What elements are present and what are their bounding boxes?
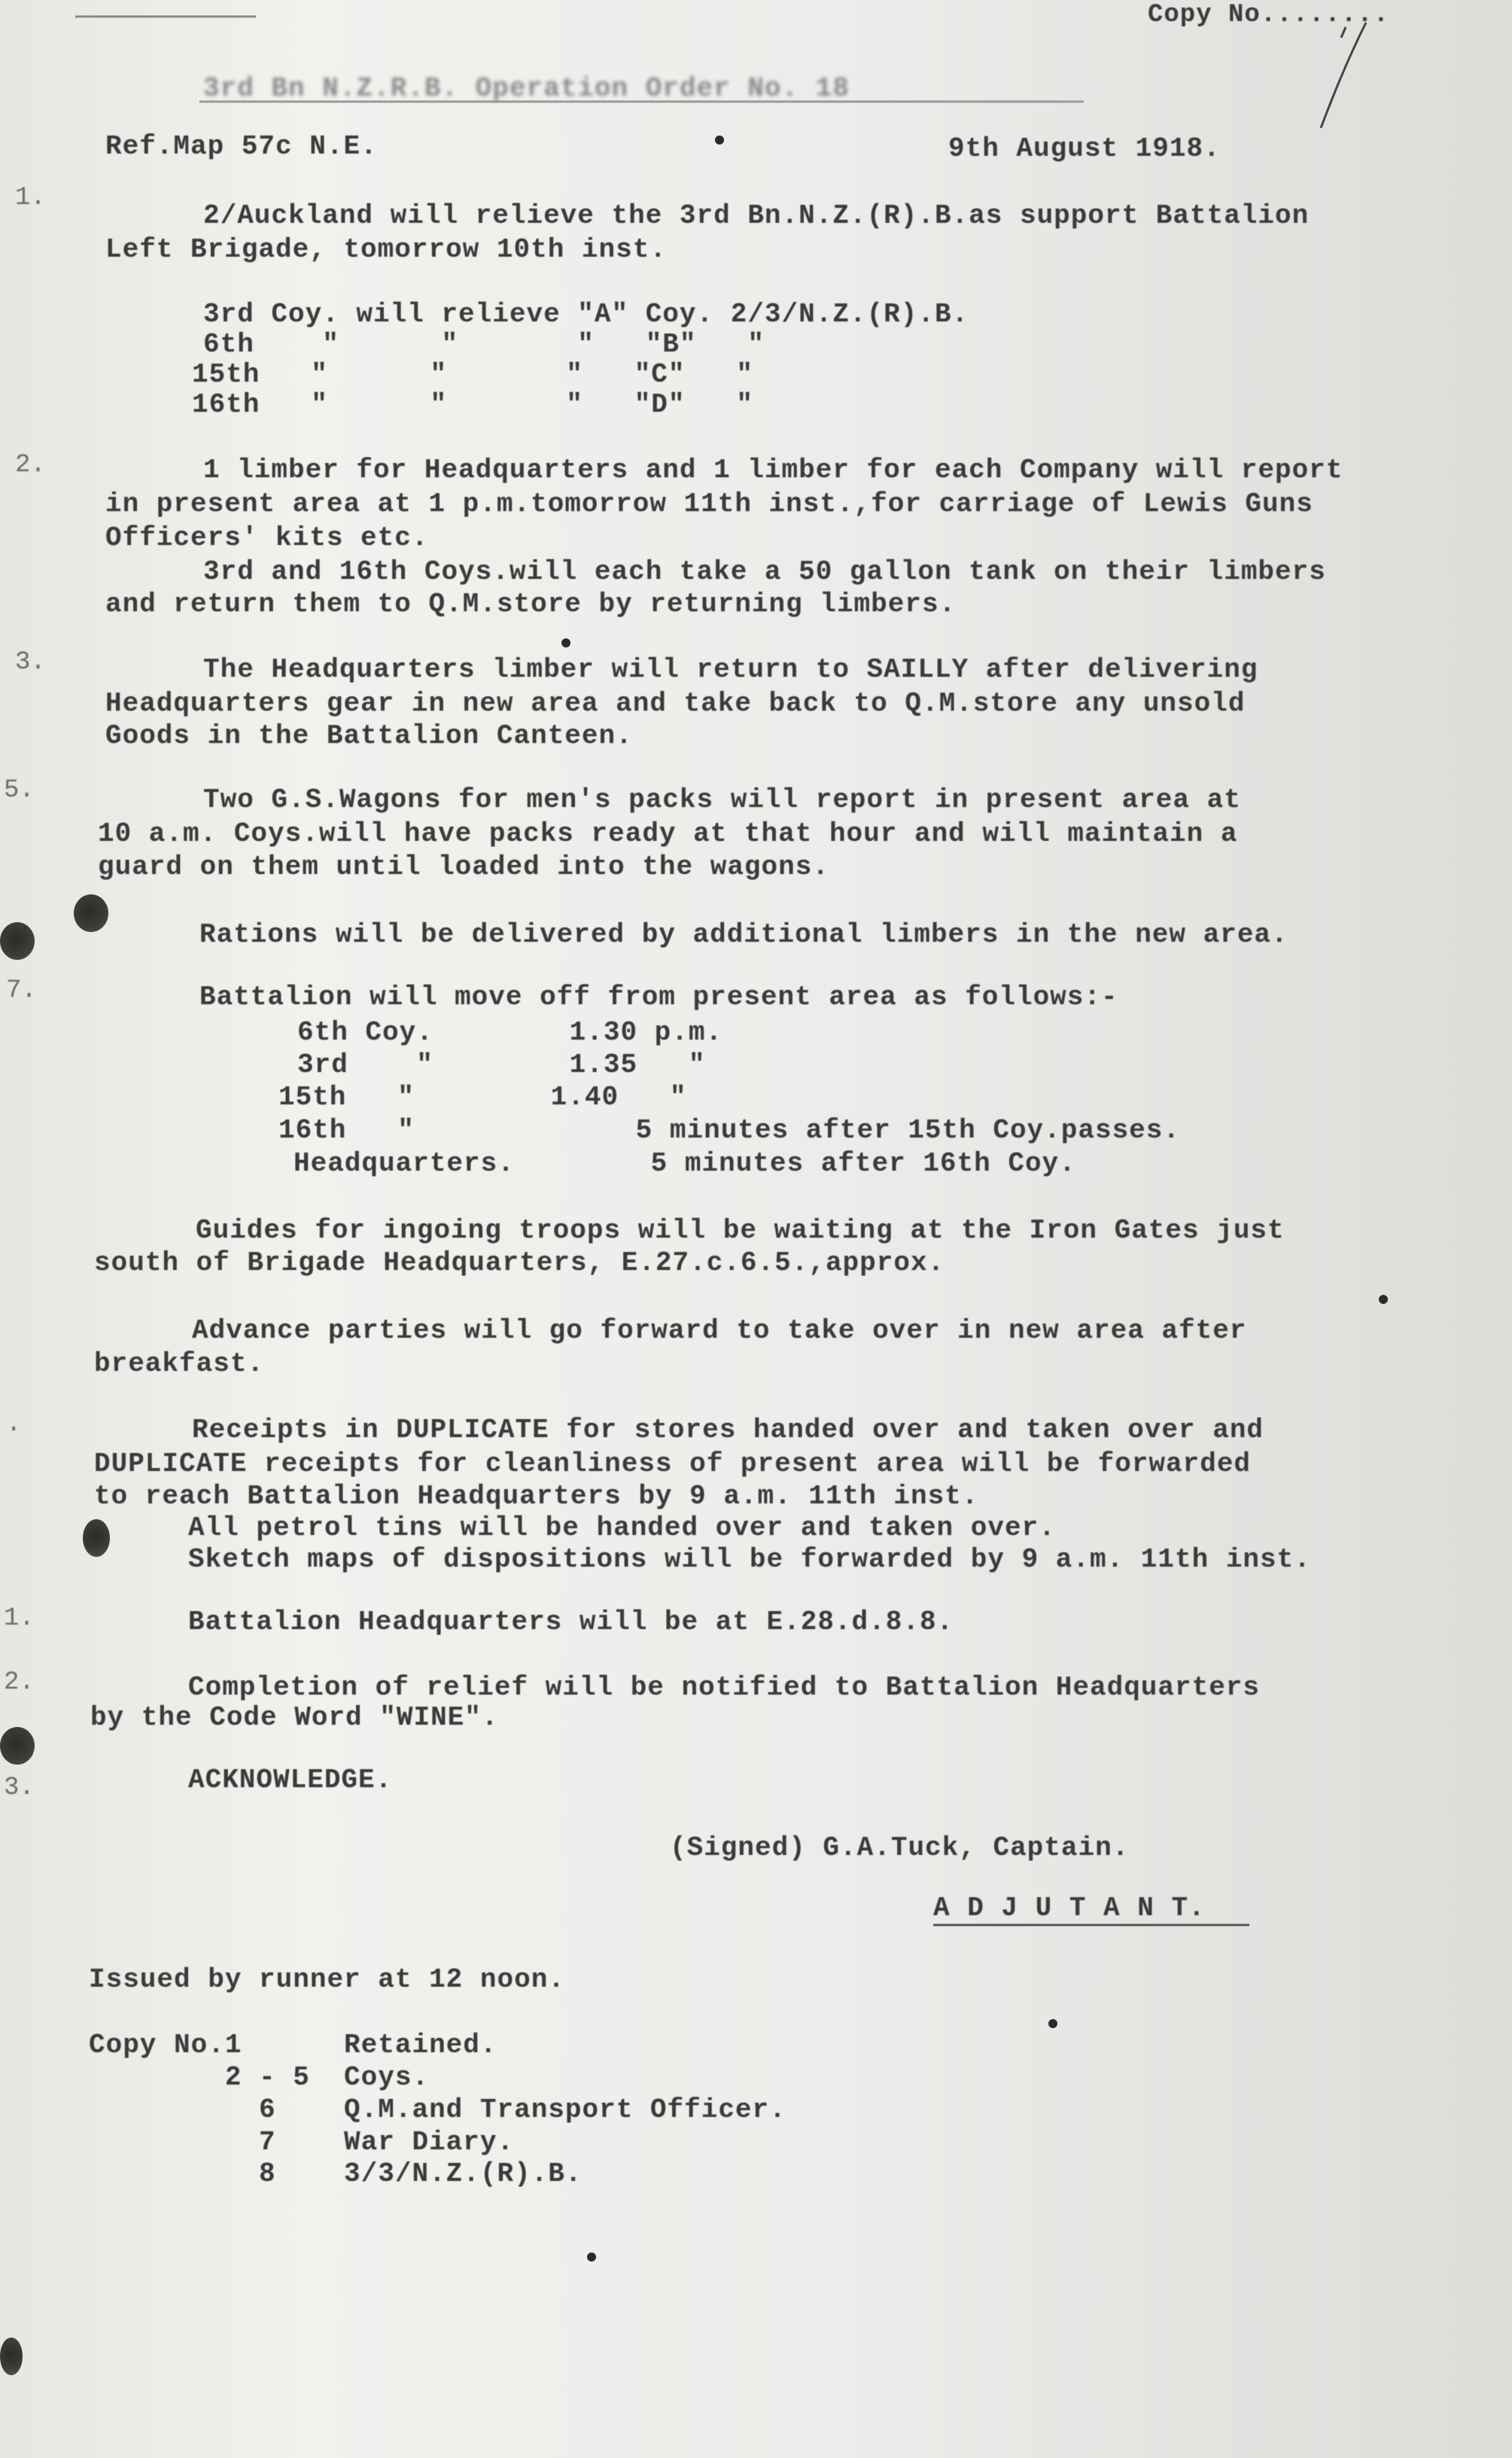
distribution-row-5: 8 3/3/N.Z.(R).B.	[89, 2158, 583, 2189]
para-number-2: 2.	[15, 451, 46, 480]
para-10-line-2: DUPLICATE receipts for cleanliness of present area will be forwarded	[94, 1448, 1252, 1479]
para-1-line-2: Left Brigade, tomorrow 10th inst.	[105, 234, 667, 265]
para-10-line-4: All petrol tins will be handed over and taken over.	[188, 1512, 1056, 1543]
para-8-line-2: south of Brigade Headquarters, E.27.c.6.5.,approx.	[94, 1247, 945, 1278]
relief-line-2: 6th " " " "B" "	[203, 329, 765, 360]
para-10-line-5: Sketch maps of dispositions will be forwarded by 9 a.m. 11th inst.	[188, 1544, 1311, 1575]
para-number-13: 3.	[4, 1774, 35, 1802]
timetable-row-5: Headquarters. 5 minutes after 16th Coy.	[294, 1148, 1076, 1179]
relief-line-4: 16th " " " "D" "	[192, 389, 753, 420]
para-number-3: 3.	[15, 648, 46, 677]
para-3-line-3: Officers' kits etc.	[105, 522, 429, 553]
para-7: Battalion will move off from present area as follows:-	[199, 982, 1118, 1013]
relief-line-1: 3rd Coy. will relieve "A" Coy. 2/3/N.Z.(R).B.	[203, 299, 969, 330]
para-10-line-1: Receipts in DUPLICATE for stores handed over and taken over and	[192, 1415, 1264, 1445]
ink-dot	[587, 2252, 596, 2262]
ink-dot	[1379, 1295, 1388, 1304]
para-number-12: 2.	[4, 1668, 35, 1697]
issued-note: Issued by runner at 12 noon.	[89, 1964, 565, 1995]
para-4-line-3: Goods in the Battalion Canteen.	[105, 720, 633, 751]
timetable-row-4: 16th " 5 minutes after 15th Coy.passes.	[278, 1115, 1180, 1146]
punch-hole	[83, 1519, 110, 1557]
para-number-10: .	[6, 1410, 22, 1439]
para-6: Rations will be delivered by additional limbers in the new area.	[199, 919, 1288, 950]
para-1-line-1: 2/Auckland will relieve the 3rd Bn.N.Z.(R).B.as support Battalion	[203, 200, 1310, 231]
punch-hole	[74, 894, 108, 932]
para-9-line-2: breakfast.	[94, 1348, 265, 1379]
distribution-row-3: 6 Q.M.and Transport Officer.	[89, 2094, 786, 2125]
para-number-7: 7.	[6, 976, 37, 1005]
para-11: Battalion Headquarters will be at E.28.d.8.8.	[188, 1607, 954, 1637]
timetable-row-2: 3rd " 1.35 "	[297, 1049, 706, 1080]
para-8-line-1: Guides for ingoing troops will be waiting at the Iron Gates just	[196, 1215, 1285, 1246]
punch-hole	[0, 922, 35, 960]
para-number-1: 1.	[15, 184, 46, 212]
punch-hole	[0, 1727, 35, 1765]
ink-dot	[1048, 2019, 1057, 2028]
para-12-line-2: by the Code Word "WINE".	[90, 1702, 499, 1733]
signature: (Signed) G.A.Tuck, Captain.	[670, 1832, 1130, 1863]
para-10-line-3: to reach Battalion Headquarters by 9 a.m. 11th inst.	[94, 1481, 979, 1512]
para-4-line-2: Headquarters gear in new area and take back to Q.M.store any unsold	[105, 688, 1246, 719]
para-5-line-2: 10 a.m. Coys.will have packs ready at that hour and will maintain a	[98, 818, 1238, 849]
para-3-line-4: 3rd and 16th Coys.will each take a 50 gallon tank on their limbers	[203, 556, 1326, 587]
document-date: 9th August 1918.	[948, 133, 1221, 164]
copy-number: Copy No........	[1148, 1, 1390, 29]
distribution-row-1: Copy No.1 Retained.	[89, 2030, 497, 2061]
distribution-row-4: 7 War Diary.	[89, 2127, 515, 2158]
para-4-line-1: The Headquarters limber will return to SAILLY after delivering	[203, 654, 1258, 685]
para-9-line-1: Advance parties will go forward to take over in new area after	[192, 1315, 1247, 1346]
timetable-row-3: 15th " 1.40 "	[278, 1082, 687, 1113]
ink-dot	[715, 136, 724, 145]
adjutant-title: A D J U T A N T.	[933, 1893, 1206, 1923]
para-3-line-2: in present area at 1 p.m.tomorrow 11th inst.,for carriage of Lewis Guns	[105, 489, 1313, 519]
para-5-line-1: Two G.S.Wagons for men's packs will report in present area at	[203, 784, 1241, 815]
para-number-11: 1.	[4, 1604, 35, 1633]
map-reference: Ref.Map 57c N.E.	[105, 131, 378, 162]
distribution-row-2: 2 - 5 Coys.	[89, 2062, 430, 2093]
para-number-5: 5.	[4, 776, 35, 805]
punch-hole	[0, 2338, 23, 2375]
ink-dot	[561, 638, 570, 647]
relief-line-3: 15th " " " "C" "	[192, 359, 753, 390]
document-heading: 3rd Bn N.Z.R.B. Operation Order No. 18	[203, 73, 850, 104]
para-3-line-5: and return them to Q.M.store by returning limbers.	[105, 589, 957, 620]
acknowledge: ACKNOWLEDGE.	[188, 1765, 393, 1796]
timetable-row-1: 6th Coy. 1.30 p.m.	[297, 1017, 723, 1048]
para-5-line-3: guard on them until loaded into the wagons.	[98, 851, 829, 882]
para-12-line-1: Completion of relief will be notified to Battalion Headquarters	[188, 1672, 1261, 1703]
para-3-line-1: 1 limber for Headquarters and 1 limber for each Company will report	[203, 455, 1343, 486]
